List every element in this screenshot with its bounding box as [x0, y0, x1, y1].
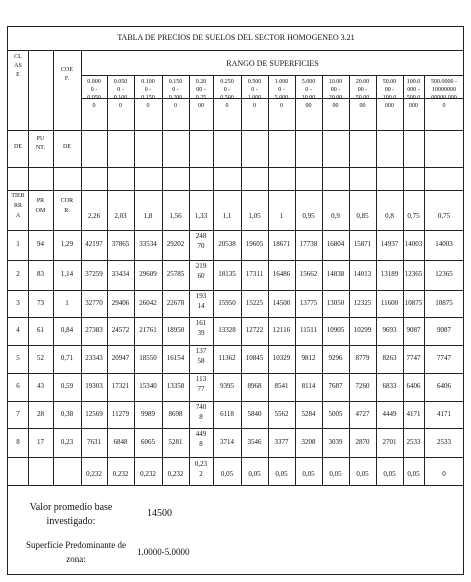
price-value: 37259: [85, 270, 103, 278]
coef-value: 1,14: [60, 270, 74, 278]
range-label: 1.000: [247, 95, 262, 101]
superficie-value: 1.0000-5.0000: [137, 547, 190, 557]
price-value: 14500: [272, 298, 291, 307]
factor-value: 1: [279, 212, 284, 220]
range-label: 0.20: [195, 79, 207, 85]
price-value: 16154: [166, 354, 185, 362]
price-value: 29202: [166, 240, 185, 248]
price-value: 42197: [85, 240, 103, 248]
price-value: 14: [197, 302, 205, 310]
range-label: 0.100: [113, 95, 128, 101]
range-label: 0 -: [278, 87, 285, 93]
price-value: 10875: [404, 298, 423, 307]
range-label: 5.000: [301, 79, 316, 85]
range-label: 0: [119, 103, 122, 109]
range-label: 0: [174, 103, 177, 109]
row-divider: [8, 345, 464, 346]
bottom-value: 0,232: [167, 470, 184, 478]
range-label: 00: [332, 103, 339, 109]
price-value: 11600: [380, 298, 399, 307]
price-value: 14013: [353, 270, 372, 278]
range-label: 0.000: [87, 79, 101, 85]
row-divider: [8, 401, 464, 402]
price-value: 8779: [355, 354, 370, 362]
prom-label: OM: [35, 208, 46, 214]
price-table-document: [7, 26, 464, 575]
price-value: 24572: [111, 326, 130, 334]
range-label: 50.00: [355, 95, 370, 101]
price-value: 11279: [111, 409, 130, 418]
range-label: 00: [305, 103, 312, 109]
range-label: 20.00: [328, 95, 343, 101]
price-value: 10299: [353, 326, 372, 334]
range-label: 0.250: [220, 79, 234, 85]
valor-promedio-label: Valor promedio base: [29, 502, 113, 513]
price-value: 3208: [301, 437, 316, 446]
price-value: 3546: [247, 437, 262, 446]
de-label: DE: [63, 144, 71, 150]
range-label: 0.500: [220, 95, 234, 101]
range-label: 0 -: [144, 87, 152, 93]
factor-value: 0,95: [302, 212, 315, 220]
price-value: 7631: [87, 437, 101, 446]
valor-promedio-value: 14500: [147, 508, 172, 519]
clase-value: 4: [16, 326, 20, 334]
price-value: 9296: [328, 354, 343, 362]
price-value: 12569: [85, 409, 103, 418]
price-value: 12365: [404, 270, 423, 278]
clase-value: 3: [16, 298, 20, 307]
price-value: 6833: [382, 382, 397, 390]
row-divider: [8, 260, 464, 261]
column-divider: [28, 50, 29, 485]
coef-header: F.: [64, 76, 70, 82]
price-value: 18135: [218, 270, 236, 278]
range-label: 10000000: [432, 87, 456, 93]
price-value: 13050: [326, 298, 345, 307]
price-value: 3039: [328, 437, 343, 446]
range-label: 0.200: [168, 95, 183, 101]
price-value: 26042: [139, 298, 157, 307]
price-value: 4727: [355, 409, 370, 418]
punt-header: NT.: [35, 145, 46, 151]
price-value: 2870: [355, 437, 370, 446]
price-value: 9812: [301, 354, 316, 362]
price-value: 32770: [85, 298, 103, 307]
range-label: 10.00: [328, 79, 343, 85]
column-divider: [53, 50, 54, 485]
column-divider: [295, 75, 296, 485]
factor-value: 0,85: [356, 212, 369, 220]
price-value: 15950: [218, 298, 236, 307]
price-value: 9693: [382, 326, 397, 334]
column-divider: [107, 75, 108, 485]
price-value: 193: [195, 292, 207, 300]
price-value: 14937: [380, 240, 399, 248]
prom-label: PR: [36, 198, 45, 204]
range-label: 000: [385, 103, 394, 109]
price-value: 17321: [111, 382, 130, 390]
range-label: 50.00: [382, 79, 397, 85]
price-value: 5005: [328, 409, 343, 418]
de-label: DE: [14, 144, 22, 150]
price-value: 14003: [404, 240, 423, 248]
price-value: 7747: [406, 354, 421, 362]
clase-value: 5: [16, 354, 20, 362]
range-label: 0.150: [141, 95, 155, 101]
bottom-value: 0,05: [302, 470, 315, 478]
column-divider: [162, 75, 163, 485]
price-value: 15871: [353, 240, 372, 248]
punt-value: 83: [37, 270, 44, 278]
superficie-label: zona:: [66, 554, 86, 564]
bottom-value: 0,232: [86, 470, 102, 478]
price-value: 77: [197, 385, 205, 393]
range-label: 500.0: [406, 95, 421, 101]
bottom-value: 0,05: [275, 470, 288, 478]
price-value: 4171: [437, 409, 451, 418]
range-label: 00: [198, 103, 204, 109]
clase-header: AS: [14, 63, 22, 69]
price-value: 13358: [166, 382, 185, 390]
clase-value: 6: [16, 382, 20, 390]
range-label: 5.000: [274, 95, 289, 101]
price-value: 7260: [355, 382, 370, 390]
price-value: 21761: [139, 326, 157, 334]
price-value: 29406: [111, 298, 130, 307]
price-value: 4171: [406, 409, 421, 418]
coef-header: COE: [61, 67, 73, 73]
price-value: 740: [195, 403, 207, 411]
range-label: 0: [280, 103, 283, 109]
range-label: 0 -: [90, 87, 98, 93]
price-value: 13328: [218, 326, 236, 334]
punt-value: 28: [37, 409, 44, 418]
price-value: 12116: [272, 326, 291, 334]
price-value: 37865: [111, 240, 130, 248]
row-divider: [8, 373, 464, 374]
corr-label: R.: [64, 208, 70, 214]
range-label: 0 -: [117, 87, 124, 93]
price-value: 2533: [437, 437, 451, 446]
coef-value: 1: [65, 298, 69, 307]
range-label: 000: [409, 103, 418, 109]
factor-value: 0,9: [331, 212, 340, 220]
price-value: 2533: [406, 437, 421, 446]
range-label: 0.050: [87, 95, 101, 101]
price-value: 12325: [353, 298, 372, 307]
price-value: 5562: [274, 409, 289, 418]
punt-value: 73: [37, 298, 44, 307]
column-divider: [376, 75, 377, 485]
price-value: 8541: [274, 382, 289, 390]
range-label: 0.500: [247, 79, 262, 85]
range-label: 100.0: [382, 95, 397, 101]
price-value: 12365: [435, 270, 453, 278]
price-value: 7747: [437, 354, 451, 362]
price-value: 219: [195, 262, 207, 270]
price-value: 5281: [168, 437, 183, 446]
punt-header: PU: [36, 136, 45, 142]
price-value: 5284: [301, 409, 316, 418]
bottom-value: 0,232: [140, 470, 156, 478]
bottom-value: 0,23: [194, 460, 208, 468]
price-value: 60: [197, 272, 205, 280]
range-label: 0 -: [172, 87, 179, 93]
price-value: 18550: [139, 354, 157, 362]
range-label: 0.050: [113, 79, 128, 85]
factor-value: 2,03: [114, 212, 127, 220]
column-divider: [81, 50, 82, 485]
price-value: 27383: [85, 326, 103, 334]
factor-value: 1,8: [143, 212, 153, 220]
price-value: 9989: [141, 409, 155, 418]
price-value: 6065: [141, 437, 155, 446]
column-divider: [241, 75, 242, 485]
bottom-value: 0,05: [248, 470, 261, 478]
price-value: 10875: [435, 298, 453, 307]
price-value: 3714: [220, 437, 234, 446]
tierra-label: RR: [13, 203, 22, 209]
clase-value: 7: [16, 409, 20, 418]
coef-value: 0,59: [60, 382, 74, 390]
range-header-divider: [81, 75, 464, 76]
factor-value: 0,8: [385, 212, 394, 220]
price-value: 6406: [406, 382, 421, 390]
range-label: 20.00: [355, 79, 370, 85]
price-value: 11362: [218, 354, 236, 362]
price-value: 137: [195, 347, 207, 355]
row-divider: [81, 130, 464, 131]
range-label: 100.0: [406, 79, 421, 85]
clase-header: E: [16, 72, 20, 78]
column-divider: [424, 75, 425, 485]
row-divider: [8, 290, 464, 291]
price-value: 10845: [245, 354, 264, 362]
price-value: 11511: [300, 326, 317, 334]
range-label: 00 -: [357, 87, 368, 93]
range-label: 0: [92, 103, 96, 109]
price-value: 14838: [326, 270, 345, 278]
valor-promedio-label: investigado:: [46, 516, 96, 527]
column-divider: [268, 75, 269, 485]
factor-value: 1,05: [248, 212, 261, 220]
price-value: 18671: [272, 240, 291, 248]
row-divider: [8, 190, 464, 191]
price-value: 58: [197, 357, 205, 365]
price-value: 9087: [406, 326, 421, 334]
bottom-value: 0,05: [356, 470, 369, 478]
range-label: 00000.000: [431, 95, 457, 101]
title-divider: [8, 50, 464, 51]
bottom-value: 2: [199, 470, 203, 478]
range-label: 1.000: [274, 79, 289, 85]
punt-value: 61: [37, 326, 44, 334]
price-value: 13775: [299, 298, 318, 307]
row-divider: [8, 317, 464, 318]
range-label: 00 -: [384, 87, 395, 93]
price-value: 70: [197, 242, 205, 250]
price-value: 4449: [382, 409, 397, 418]
table-bottom-divider: [8, 485, 464, 486]
punt-value: 52: [37, 354, 44, 362]
column-divider: [213, 75, 214, 485]
tierra-label: A: [15, 213, 21, 219]
clase-header: CL: [14, 54, 22, 60]
price-value: 13189: [380, 270, 399, 278]
range-label: 0 -: [223, 87, 231, 93]
coef-value: 0,84: [60, 326, 74, 334]
corr-label: COR: [60, 198, 74, 204]
price-value: 8968: [247, 382, 262, 390]
price-value: 7687: [328, 382, 343, 390]
price-value: 17311: [245, 270, 264, 278]
price-value: 33434: [111, 270, 130, 278]
price-value: 20538: [218, 240, 236, 248]
price-value: 6118: [220, 409, 234, 418]
price-value: 3377: [274, 437, 289, 446]
row-divider: [8, 167, 464, 168]
price-value: 16804: [326, 240, 345, 248]
range-label: 0: [225, 103, 229, 109]
price-value: 15225: [245, 298, 264, 307]
price-value: 39: [197, 329, 205, 337]
price-value: 20947: [111, 354, 130, 362]
price-value: 10905: [326, 326, 345, 334]
bottom-value: 0: [442, 470, 446, 478]
price-value: 14003: [435, 240, 453, 248]
row-divider: [8, 230, 464, 231]
price-value: 6848: [113, 437, 128, 446]
row-divider: [8, 130, 81, 131]
price-value: 5840: [247, 409, 262, 418]
price-value: 22678: [166, 298, 185, 307]
price-value: 29609: [139, 270, 157, 278]
factor-value: 1,1: [222, 212, 232, 220]
price-value: 19303: [85, 382, 103, 390]
price-value: 19605: [245, 240, 264, 248]
price-value: 12722: [245, 326, 264, 334]
row-divider: [8, 428, 464, 429]
price-value: 10329: [272, 354, 291, 362]
price-value: 15340: [139, 382, 157, 390]
bottom-value: 0,05: [220, 470, 234, 478]
column-divider: [134, 75, 135, 485]
range-label: 00: [359, 103, 366, 109]
range-label: 0: [253, 103, 256, 109]
range-label: 0: [442, 103, 446, 109]
range-label: 000 -: [407, 87, 420, 93]
column-divider: [322, 75, 323, 485]
punt-value: 94: [37, 240, 44, 248]
price-value: 161: [195, 319, 207, 327]
bottom-value: 0,232: [112, 470, 129, 478]
range-label: 0 -: [251, 87, 258, 93]
price-value: 23343: [85, 354, 103, 362]
punt-value: 43: [37, 382, 44, 390]
tierra-label: TIER: [11, 193, 25, 199]
price-value: 8698: [168, 409, 183, 418]
coef-value: 0,23: [60, 437, 74, 446]
factor-value: 0,75: [437, 212, 451, 220]
superficie-label: Superficie Predominante de: [26, 540, 126, 550]
range-label: 0: [146, 103, 150, 109]
range-label: 0 -: [305, 87, 312, 93]
coef-value: 0,38: [60, 409, 74, 418]
price-value: 33534: [139, 240, 157, 248]
price-value: 9395: [220, 382, 234, 390]
price-value: 8: [199, 413, 203, 421]
price-value: 8: [199, 440, 203, 448]
price-value: 15662: [299, 270, 318, 278]
price-value: 25785: [166, 270, 185, 278]
bottom-value: 0,05: [407, 470, 420, 478]
range-label: 0.150: [168, 79, 183, 85]
coef-value: 0,71: [60, 354, 74, 362]
price-value: 449: [195, 430, 207, 438]
price-value: 2701: [382, 437, 397, 446]
bottom-value: 0,05: [383, 470, 396, 478]
price-value: 17738: [299, 240, 318, 248]
price-value: 113: [195, 375, 207, 383]
factor-value: 1,56: [169, 212, 182, 220]
bottom-value: 0,05: [329, 470, 342, 478]
clase-value: 1: [16, 240, 20, 248]
range-label: 00 -: [330, 87, 341, 93]
factor-value: 0,75: [407, 212, 420, 220]
price-value: 248: [195, 232, 207, 240]
clase-value: 2: [16, 270, 20, 278]
range-label: 00 -: [196, 87, 206, 93]
price-value: 16486: [272, 270, 291, 278]
punt-value: 17: [37, 437, 44, 446]
price-value: 8263: [382, 354, 397, 362]
column-divider: [403, 75, 404, 485]
range-label: 500.0000 -: [431, 79, 457, 85]
price-value: 9087: [437, 326, 451, 334]
table-title: TABLA DE PRECIOS DE SUELOS DEL SECTOR HOMOGENEO 3.21: [117, 33, 355, 42]
rango-header: RANGO DE SUPERFICIES: [226, 59, 319, 68]
factor-value: 2,26: [87, 212, 101, 220]
factor-value: 1,33: [194, 212, 208, 220]
row-divider: [8, 457, 464, 458]
coef-value: 1,29: [60, 240, 74, 248]
range-label: 0.100: [141, 79, 155, 85]
clase-value: 8: [16, 437, 20, 446]
price-value: 6406: [437, 382, 451, 390]
range-label: 10.00: [301, 95, 316, 101]
column-divider: [349, 75, 350, 485]
price-value: 18950: [166, 326, 185, 334]
price-value: 8114: [301, 382, 316, 390]
range-label: 0.25: [195, 95, 207, 101]
